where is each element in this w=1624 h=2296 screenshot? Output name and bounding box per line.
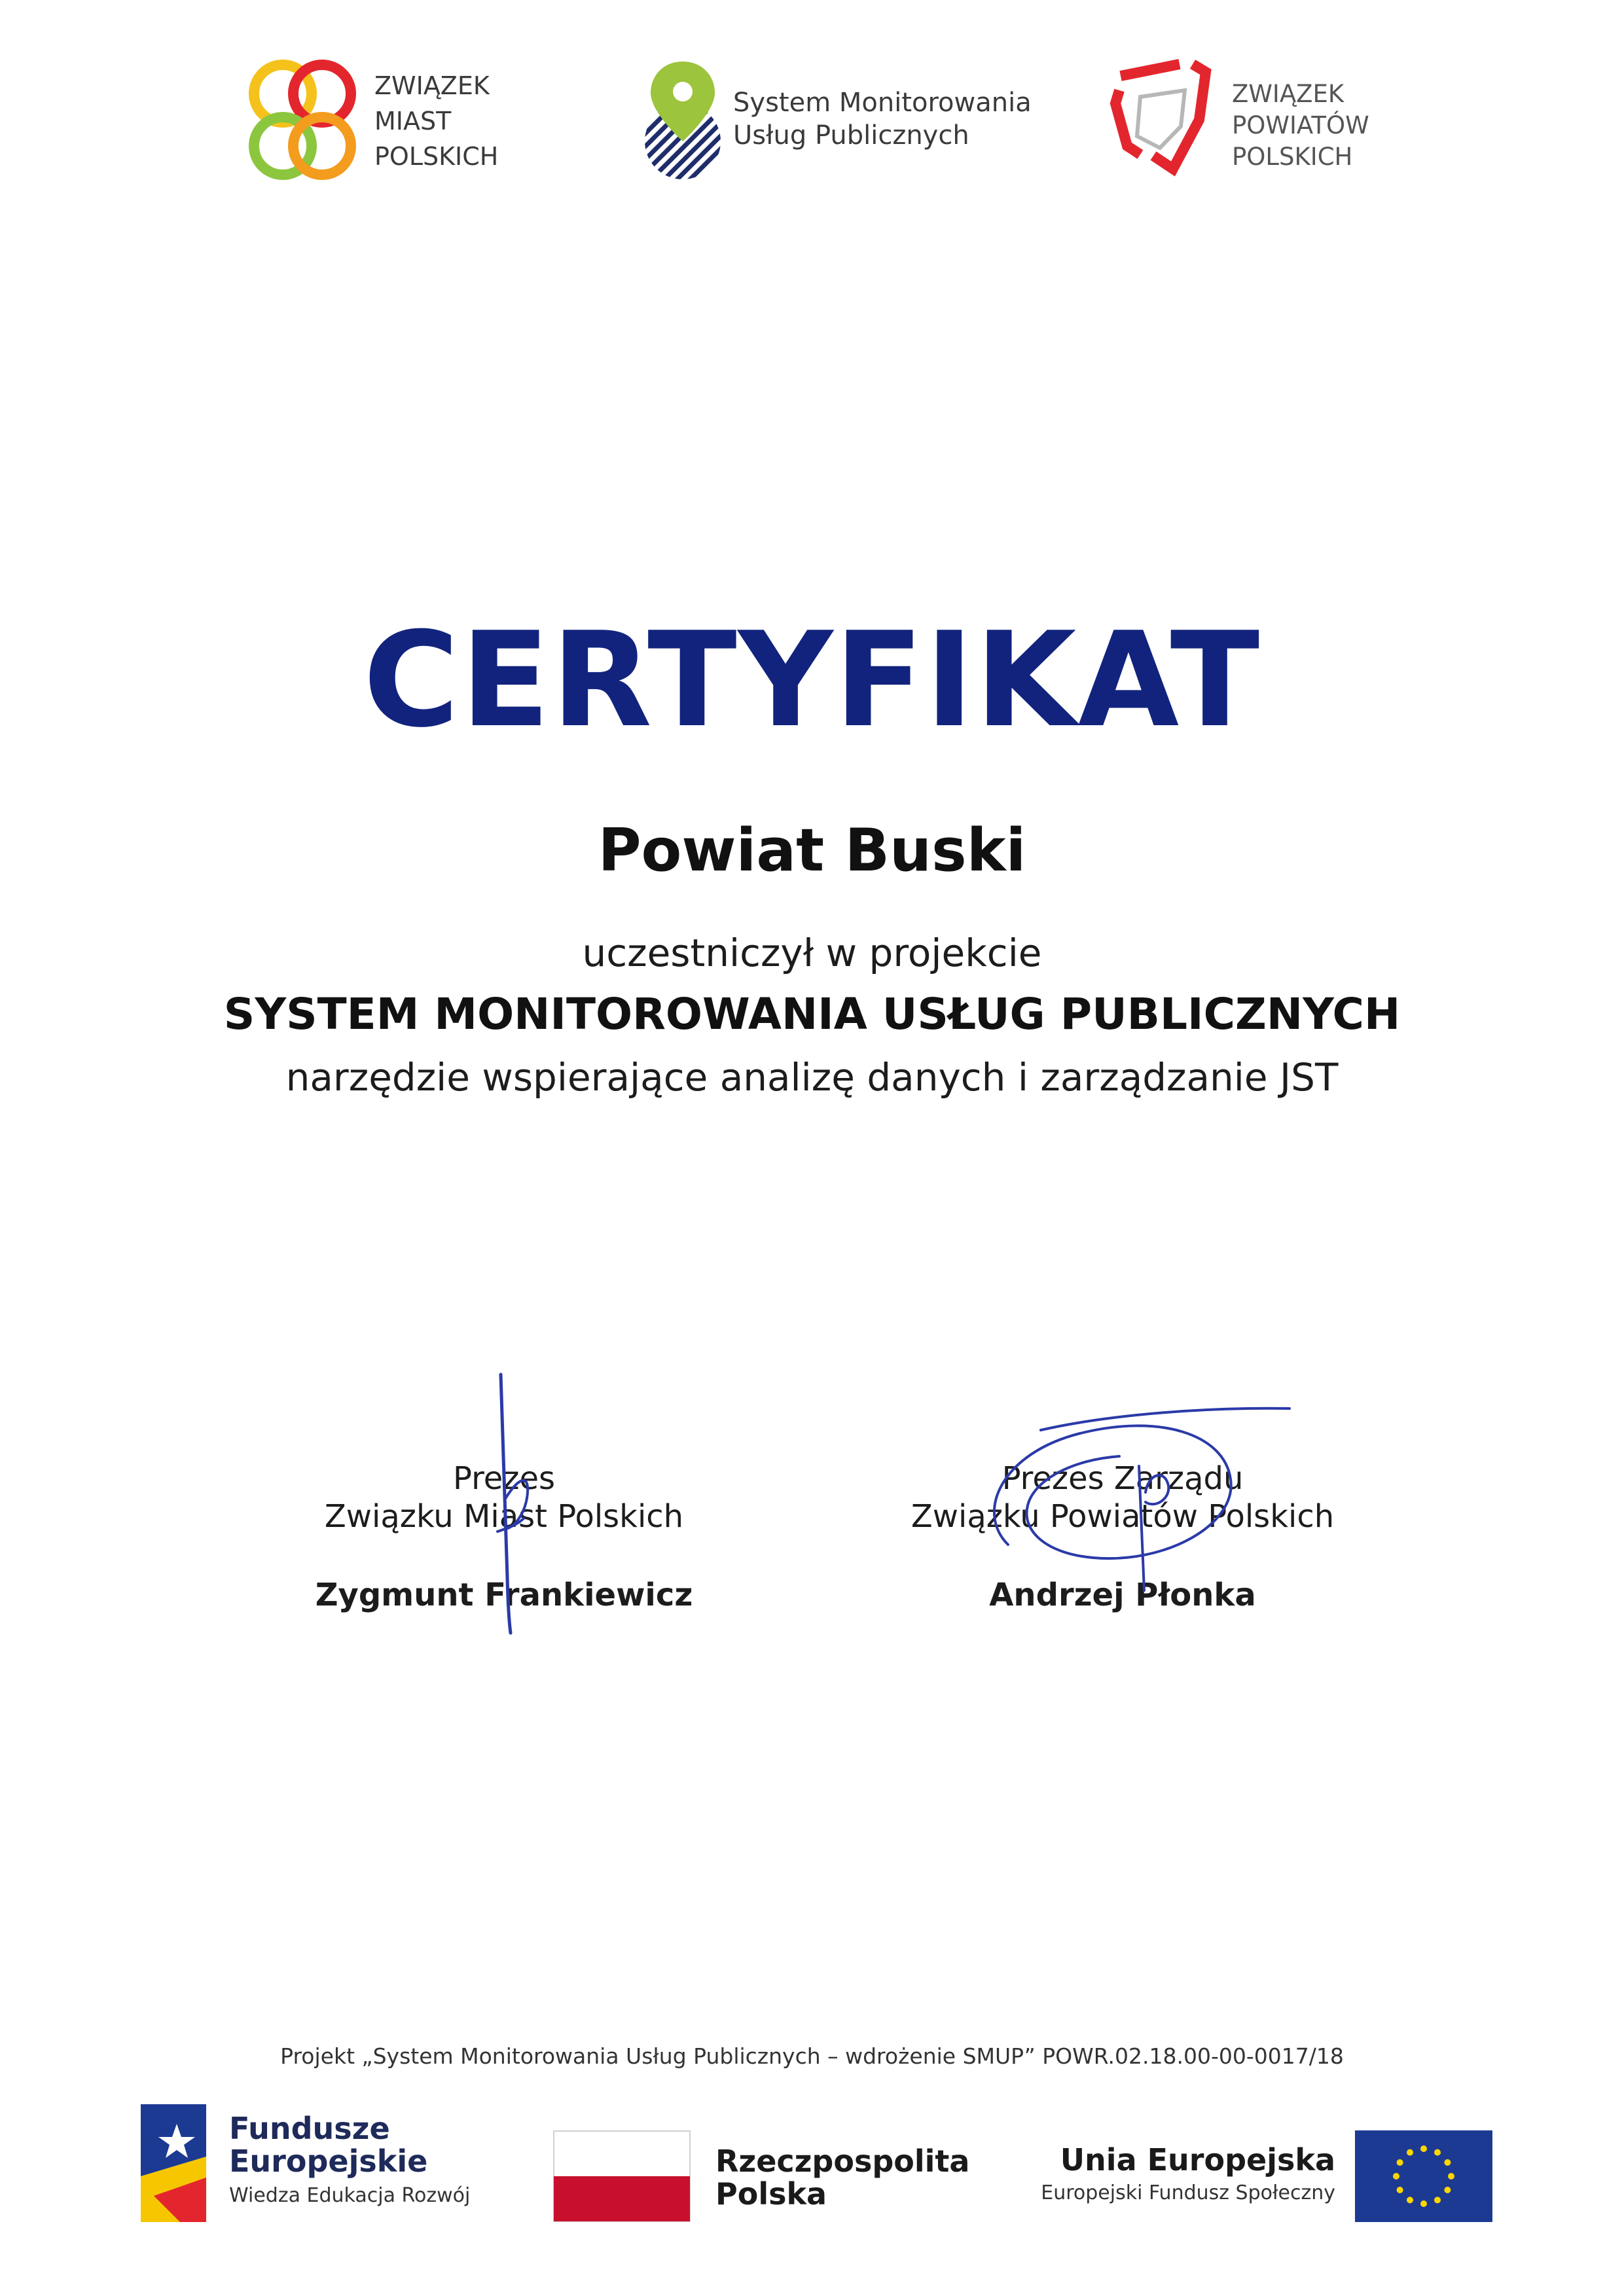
zmp-logo	[244, 58, 532, 182]
map-pin-icon	[640, 58, 725, 182]
fundusze-europejskie-logo	[141, 2104, 507, 2222]
zpp-shape-icon	[1108, 58, 1219, 182]
fe-star-icon	[141, 2104, 206, 2222]
rzeczpospolita-polska-logo	[553, 2130, 972, 2222]
smup-logo	[640, 58, 1046, 182]
rp-line-2: Polska	[715, 2176, 827, 2212]
rp-line-1: Rzeczpospolita	[715, 2144, 970, 2179]
project-description: narzędzie wspierające analizę danych i zarządzanie JST	[285, 1055, 1339, 1100]
recipient-name: Powiat Buski	[598, 816, 1026, 885]
project-reference: Projekt „System Monitorowania Usług Publicznych – wdrożenie SMUP” POWR.02.18.00-00-0017/18	[280, 2043, 1344, 2069]
polish-flag-icon	[553, 2130, 691, 2222]
eu-flag-icon	[1355, 2130, 1492, 2222]
zpp-line-2: POWIATÓW	[1232, 111, 1369, 139]
unia-europejska-logo	[1021, 2130, 1492, 2222]
zmp-rings-icon	[244, 58, 361, 182]
handwritten-signature-zmp	[445, 1361, 563, 1636]
zmp-line-1: ZWIĄZEK	[374, 71, 490, 100]
signer-name: Zygmunt Frankiewicz	[315, 1577, 693, 1613]
zpp-line-3: POLSKICH	[1232, 143, 1353, 171]
fe-title-line-1: Fundusze	[229, 2111, 390, 2146]
handwritten-signature-zpp	[949, 1394, 1316, 1604]
signer-organization: Związku Miast Polskich	[324, 1498, 684, 1535]
zpp-line-1: ZWIĄZEK	[1232, 80, 1344, 108]
smup-line-1: System Monitorowania	[733, 88, 1032, 118]
smup-line-2: Usług Publicznych	[733, 120, 969, 151]
fe-title-line-2: Europejskie	[229, 2144, 428, 2179]
signer-role: Prezes	[452, 1460, 556, 1497]
signer-role: Prezes Zarządu	[1001, 1460, 1244, 1497]
zmp-line-3: POLSKICH	[374, 142, 499, 171]
zpp-logo	[1108, 58, 1396, 182]
participation-text: uczestniczył w projekcie	[582, 931, 1042, 975]
certificate-title: CERTYFIKAT	[363, 604, 1261, 757]
zmp-line-2: MIAST	[374, 107, 452, 135]
signer-name: Andrzej Płonka	[989, 1577, 1256, 1613]
fe-subtitle: Wiedza Edukacja Rozwój	[229, 2184, 471, 2207]
signer-organization: Związku Powiatów Polskich	[911, 1498, 1335, 1535]
project-name: SYSTEM MONITOROWANIA USŁUG PUBLICZNYCH	[223, 989, 1401, 1039]
ue-subtitle: Europejski Fundusz Społeczny	[1041, 2181, 1335, 2204]
ue-title: Unia Europejska	[1060, 2142, 1335, 2178]
